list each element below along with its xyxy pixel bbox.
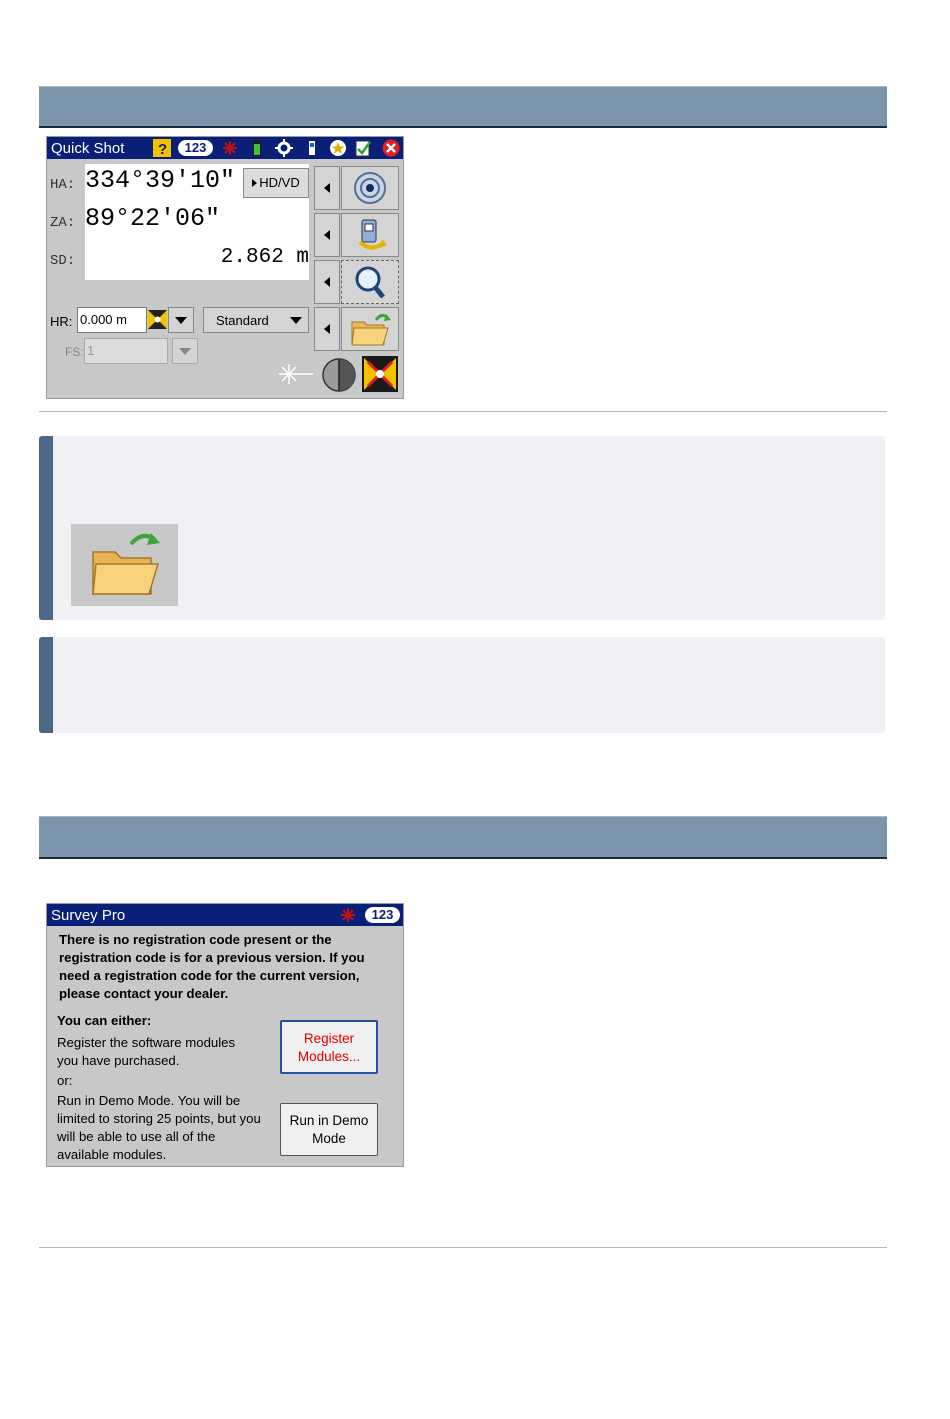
fs-input[interactable]: 1 bbox=[84, 338, 168, 364]
quick-shot-screen bbox=[46, 136, 404, 399]
ha-value: 334°39'10" bbox=[85, 166, 236, 195]
sd-value: 2.862 m bbox=[220, 246, 309, 269]
section-divider bbox=[39, 1247, 887, 1248]
option-register-text: Register the software modules you have purchased. bbox=[57, 1035, 236, 1068]
run-demo-mode-label: Run in Demo Mode bbox=[289, 1113, 369, 1146]
status-count-badge[interactable]: 123 bbox=[178, 140, 213, 156]
battery-icon[interactable] bbox=[248, 139, 266, 157]
za-value: 89°22'06" bbox=[85, 204, 221, 233]
play-triangle-icon bbox=[252, 179, 257, 187]
hr-input[interactable]: 0.000 m bbox=[77, 307, 147, 333]
prism-dropdown-button[interactable] bbox=[168, 307, 194, 333]
instrument-rotate-button[interactable] bbox=[341, 213, 399, 257]
section-header-bar bbox=[39, 816, 887, 859]
fs-label: FS: bbox=[65, 345, 84, 359]
favorites-star-icon[interactable] bbox=[329, 139, 347, 157]
status-count-badge[interactable]: 123 bbox=[365, 907, 400, 923]
help-icon[interactable] bbox=[153, 139, 171, 157]
measure-target-button[interactable] bbox=[341, 166, 399, 210]
section-divider bbox=[39, 411, 887, 412]
option-or-text: or: bbox=[57, 1073, 73, 1088]
dialog-title: Survey Pro bbox=[51, 907, 126, 924]
hd-vd-toggle-button[interactable] bbox=[243, 168, 309, 198]
registration-message: There is no registration code present or the registration code is for a previous version. If you need a registration code for the current version, please contact your dealer. bbox=[59, 932, 365, 1001]
laser-pointer-icon[interactable] bbox=[279, 362, 313, 391]
laser-icon[interactable] bbox=[339, 906, 357, 924]
run-demo-mode-button[interactable] bbox=[280, 1103, 378, 1156]
ha-label: HA: bbox=[50, 177, 76, 193]
open-job-icon-illustration bbox=[71, 524, 178, 606]
title-bar bbox=[47, 904, 403, 926]
open-job-button[interactable] bbox=[341, 307, 399, 351]
fs-dropdown-button[interactable] bbox=[172, 338, 198, 364]
face-toggle-icon[interactable] bbox=[322, 358, 356, 392]
note-box bbox=[39, 436, 885, 620]
screen-title: Quick Shot bbox=[51, 140, 125, 157]
survey-pro-registration-dialog bbox=[46, 903, 404, 1167]
svg-text:?: ? bbox=[158, 141, 168, 157]
target-prism-status-icon[interactable] bbox=[362, 356, 398, 392]
section-header-bar bbox=[39, 86, 887, 128]
sd-label: SD: bbox=[50, 253, 76, 269]
title-bar bbox=[47, 137, 403, 159]
register-modules-button[interactable] bbox=[280, 1020, 378, 1074]
checklist-icon[interactable] bbox=[354, 139, 372, 157]
open-folder-icon bbox=[342, 308, 398, 350]
total-station-icon bbox=[342, 214, 398, 256]
expand-arrow-button[interactable] bbox=[314, 260, 340, 304]
instrument-icon[interactable] bbox=[303, 139, 321, 157]
option-demo-text: Run in Demo Mode. You will be limited to storing 25 points, but you will be able to use all of the available modules. bbox=[57, 1093, 261, 1162]
expand-arrow-button[interactable] bbox=[314, 166, 340, 210]
note-box bbox=[39, 637, 885, 733]
hd-vd-label: HD/VD bbox=[259, 175, 300, 190]
register-modules-label: Register Modules... bbox=[297, 1031, 361, 1064]
prism-target-icon bbox=[342, 167, 398, 209]
expand-arrow-button[interactable] bbox=[314, 213, 340, 257]
settings-gear-icon[interactable] bbox=[275, 139, 293, 157]
expand-arrow-button[interactable] bbox=[314, 307, 340, 351]
mode-dropdown[interactable] bbox=[203, 307, 309, 333]
choice-heading: You can either: bbox=[57, 1013, 152, 1028]
laser-icon[interactable] bbox=[221, 139, 239, 157]
prism-icon[interactable] bbox=[148, 310, 167, 329]
close-icon[interactable] bbox=[382, 139, 400, 157]
open-folder-icon bbox=[71, 524, 178, 606]
hr-label: HR: bbox=[50, 314, 73, 329]
mode-value: Standard bbox=[216, 313, 269, 328]
search-button[interactable] bbox=[341, 260, 399, 304]
za-label: ZA: bbox=[50, 215, 76, 231]
magnifier-icon bbox=[342, 261, 398, 303]
